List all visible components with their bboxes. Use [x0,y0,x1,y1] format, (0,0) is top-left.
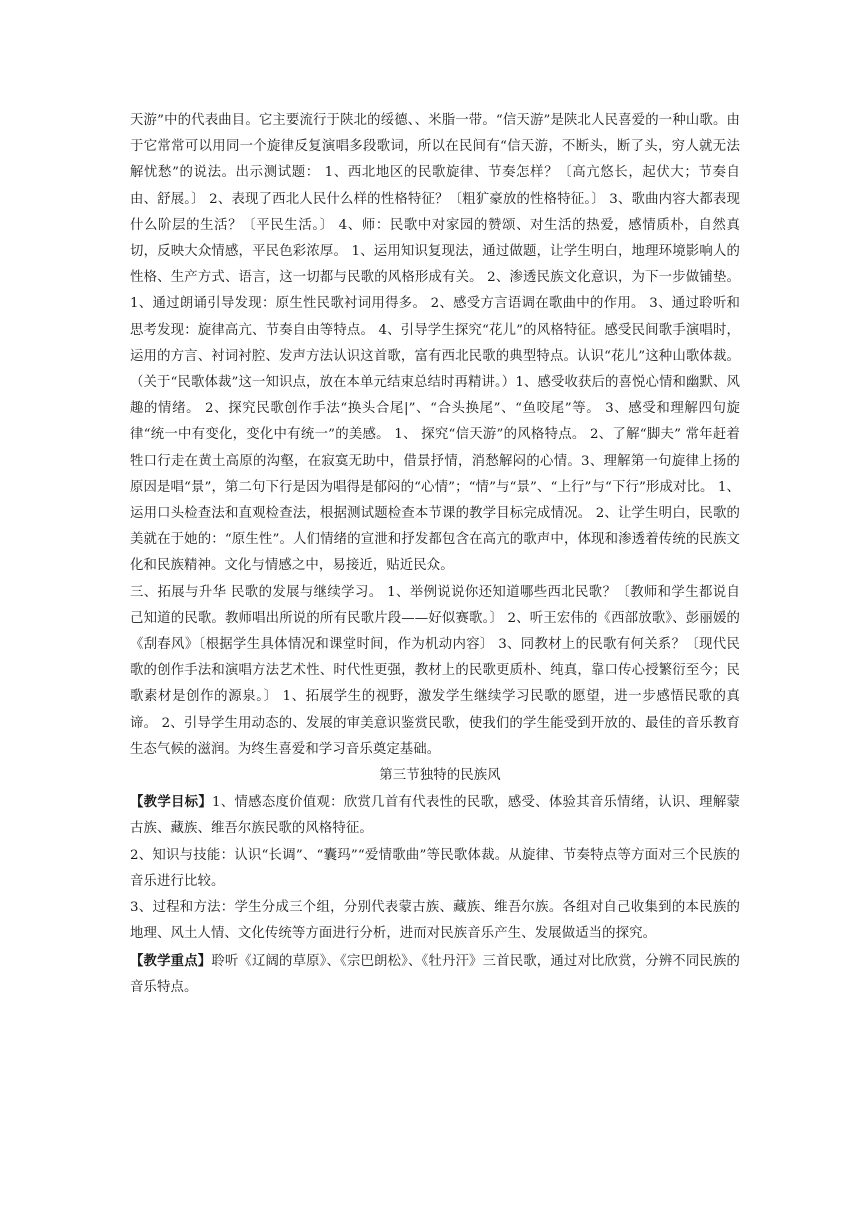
focus-paragraph [130,948,740,1001]
process-paragraph: 3、过程和方法：学生分成三个组，分别代表蒙古族、藏族、维吾尔族。各组对自己收集到的本民族的地理、风土人情、文化传统等方面进行分析，进而对民族音乐产生、发展做适当的探究。 [130,900,740,942]
focus-label: 【教学重点】 [130,952,212,969]
skills-paragraph: 2、知识与技能：认识“长调”、“囊玛”“爱情歌曲”等民歌体裁。从旋律、节奏特点等方面对三个民族的音乐进行比较。 [130,847,740,889]
paragraph-xintianyu: 天游”中的代表曲目。它主要流行于陕北的绥德、、米脂一带。“信天游”是陕北人民喜爱的一种山歌。由于它常常可以用同一个旋律反复演唱多段歌词，所以在民间有“信天游，不断头，断了头，穷人就无法解忧愁”的说法。出示测试题： 1、西北地区的民歌旋律、节奏怎样？〔高亢悠长，起伏大；节奏自由、舒展。〕 2、表现了西北人民什么样的性格特征？〔粗犷豪放的性格特征。〕 3、歌曲内容大都表现什么阶层的生活？〔平民生活。〕 4、师：民歌中对家园的赞颂、对生活的热爱，感情质朴，自然真切，反映大众情感，平民色彩浓厚。 1、运用知识复现法，通过做题，让学生明白，地理环境影响人的性格、生产方式、语言，这一切都与民歌的风格形成有关。 2、渗透民族文化意识，为下一步做铺垫。1、通过朗诵引导发现：原生性民歌衬词用得多。 2、感受方言语调在歌曲中的作用。 3、通过聆听和思考发现：旋律高亢、节奏自由等特点。 4、引导学生探究“花儿”的风格特征。感受民间歌手演唱时，运用的方言、衬词衬腔、发声方法认识这首歌，富有西北民歌的典型特点。认识“花儿”这种山歌体裁。（关于“民歌体裁”这一知识点，放在本单元结束总结时再精讲。）1、感受收获后的喜悦心情和幽默、风趣的情绪。 2、探究民歌创作手法“换头合尾|”、“合头换尾”、“鱼咬尾”等。 3、感受和理解四句旋律“统一中有变化，变化中有统一”的美感。 1、 探究“信天游”的风格特点。 2、了解“脚夫” 常年赶着牲口行走在黄土高原的沟壑，在寂寞无助中，借景抒情，消愁解闷的心情。3、理解第一句旋律上扬的原因是唱“景”，第二句下行是因为唱得是郁闷的“心情”；“情”与“景”、“上行”与“下行”形成对比。 1、运用口头检查法和直观检查法，根据测试题检查本节课的教学目标完成情况。 2、让学生明白，民歌的美就在于她的：“原生性”。人们情绪的宣泄和抒发都包含在高亢的歌声中，体现和渗透着传统的民族文化和民族精神。文化与情感之中，易接近，贴近民众。 [130,113,740,574]
focus-text: 聆听《辽阔的草原》、《宗巴朗松》、《牡丹汗》三首民歌，通过对比欣赏，分辨不同民族的音乐特点。 [130,953,741,995]
document-body [130,108,740,1001]
section-title: 第三节独特的民族风 [379,768,501,784]
paragraph-extension: 三、拓展与升华 民歌的发展与继续学习。 1、举例说说你还知道哪些西北民歌？〔教师和学生都说自己知道的民歌。教师唱出所说的所有民歌片段——好似赛歌。〕 2、听王宏伟的《西部放歌》、彭丽媛的《刮春风》〔根据学生具体情况和课堂时间，作为机动内容〕 3、同教材上的民歌有何关系？〔现代民歌的创作手法和演唱方法艺术性、时代性更强，教材上的民歌更质朴、纯真，靠口传心授繁衍至今；民歌素材是创作的源泉。〕 1、拓展学生的视野，激发学生继续学习民歌的愿望，进一步感悟民歌的真谛。 2、引导学生用动态的、发展的审美意识鉴赏民歌，使我们的学生能受到开放的、最佳的音乐教育生态气候的滋润。为终生喜爱和学习音乐奠定基础。 [130,584,740,757]
objectives-label: 【教学目标】 [130,794,213,811]
objectives-paragraph [130,789,740,842]
objectives-text: 1、情感态度价值观：欣赏几首有代表性的民歌，感受、体验其音乐情绪，认识、理解蒙古族、藏族、维吾尔族民歌的风格特征。 [130,795,740,837]
